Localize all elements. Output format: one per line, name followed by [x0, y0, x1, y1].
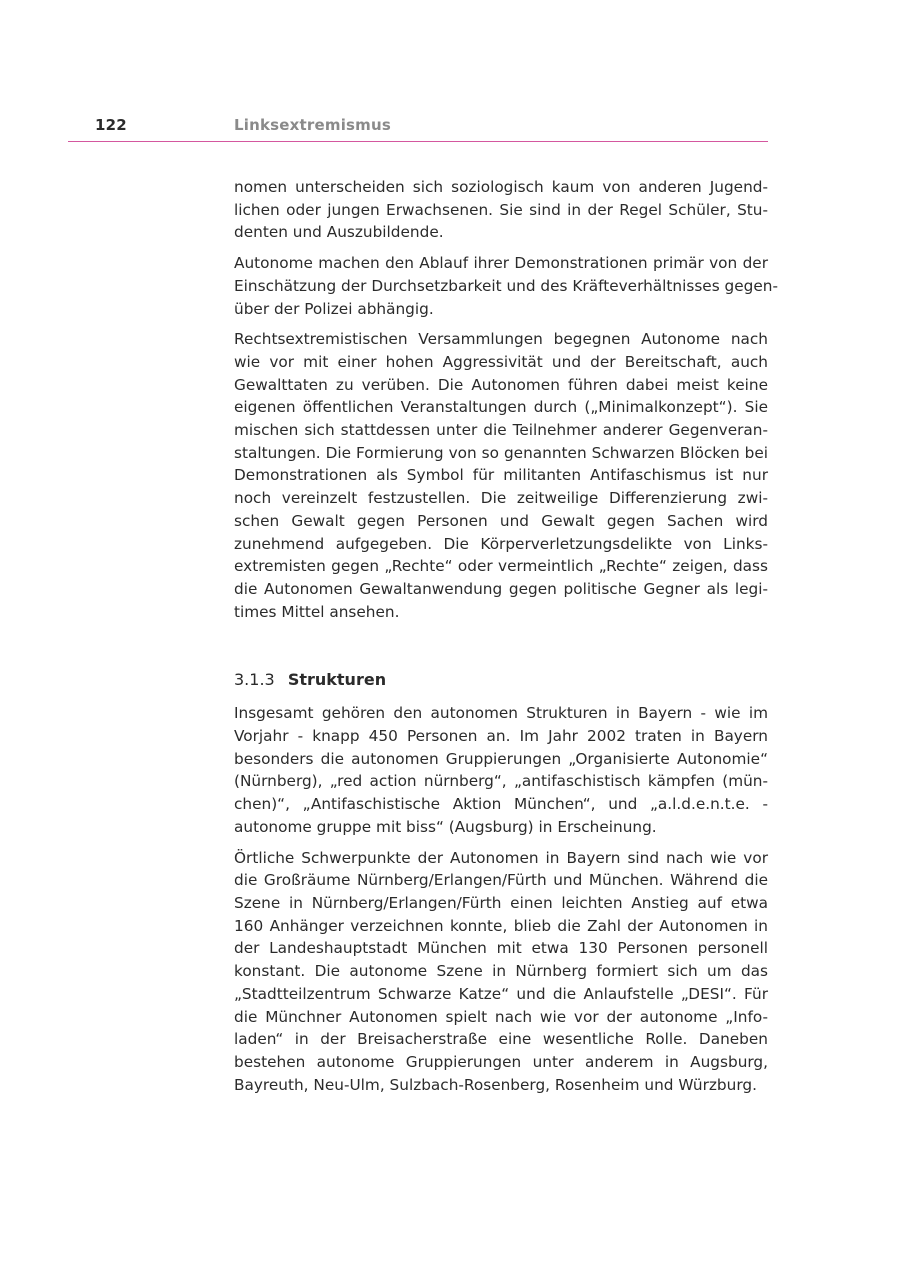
paragraph [234, 702, 768, 838]
text-line: autonome gruppe mit biss“ (Augsburg) in Erscheinung. [234, 817, 657, 836]
section-title: Strukturen [287, 670, 387, 690]
text-line: Rechtsextremistischen Versammlungen begegnen Autonome nach [234, 330, 768, 349]
text-line: konstant. Die autonome Szene in Nürnberg formiert sich um das [234, 962, 768, 981]
text-line: über der Polizei abhängig. [234, 299, 434, 318]
text-line: „Stadtteilzentrum Schwarze Katze“ und die Anlaufstelle „DESI“. Für [234, 984, 768, 1003]
text-line: Bayreuth, Neu-Ulm, Sulzbach-Rosenberg, Rosenheim und Würzburg. [234, 1075, 757, 1094]
text-line: zunehmend aufgegeben. Die Körperverletzungsdelikte von Links- [234, 534, 768, 553]
text-line: Szene in Nürnberg/Erlangen/Fürth einen leichten Anstieg auf etwa [234, 893, 768, 912]
text-line: extremisten gegen „Rechte“ oder vermeintlich „Rechte“ zeigen, dass [234, 557, 768, 576]
text-line: Vorjahr - knapp 450 Personen an. Im Jahr 2002 traten in Bayern [234, 727, 768, 746]
text-line: noch vereinzelt festzustellen. Die zeitweilige Differenzierung zwi- [234, 489, 768, 508]
paragraph [234, 847, 768, 1097]
paragraph [234, 176, 768, 244]
paragraph [234, 252, 778, 320]
text-line: die Großräume Nürnberg/Erlangen/Fürth und München. Während die [234, 871, 768, 890]
text-line: wie vor mit einer hohen Aggressivität und der Bereitschaft, auch [234, 352, 768, 371]
text-line: schen Gewalt gegen Personen und Gewalt gegen Sachen wird [234, 511, 768, 530]
text-line: times Mittel ansehen. [234, 602, 400, 621]
text-line: nomen unterscheiden sich soziologisch kaum von anderen Jugend- [234, 178, 768, 196]
text-line: Örtliche Schwerpunkte der Autonomen in Bayern sind nach wie vor [234, 848, 768, 867]
section-heading [234, 669, 768, 691]
text-line: Autonome machen den Ablauf ihrer Demonstrationen primär von der [234, 254, 768, 273]
text-line: die Autonomen Gewaltanwendung gegen politische Gegner als legi- [234, 579, 768, 598]
text-line: lichen oder jungen Erwachsenen. Sie sind in der Regel Schüler, Stu- [234, 200, 768, 219]
text-line: chen)“, „Antifaschistische Aktion München“, und „a.l.d.e.n.t.e. - [234, 795, 768, 814]
text-line: staltungen. Die Formierung von so genannten Schwarzen Blöcken bei [234, 443, 768, 462]
text-line: 160 Anhänger verzeichnen konnte, blieb die Zahl der Autonomen in [234, 916, 768, 935]
text-line: denten und Auszubildende. [234, 223, 444, 242]
text-line: besonders die autonomen Gruppierungen „Organisierte Autonomie“ [234, 749, 768, 768]
text-line: (Nürnberg), „red action nürnberg“, „antifaschistisch kämpfen (mün- [234, 772, 768, 791]
text-line: Einschätzung der Durchsetzbarkeit und des Kräfteverhältnisses gegen- [234, 276, 778, 295]
text-line: Insgesamt gehören den autonomen Strukturen in Bayern - wie im [234, 704, 768, 723]
text-line: bestehen autonome Gruppierungen unter anderem in Augsburg, [234, 1052, 768, 1071]
text-line: eigenen öffentlichen Veranstaltungen durch („Minimalkonzept“). Sie [234, 398, 768, 417]
text-line: Gewalttaten zu verüben. Die Autonomen führen dabei meist keine [234, 375, 768, 394]
text-line: Demonstrationen als Symbol für militanten Antifaschismus ist nur [234, 466, 768, 485]
header-divider [68, 141, 768, 142]
page-number: 122 [95, 116, 127, 134]
paragraphs-after-section [234, 702, 768, 1096]
text-line: der Landeshauptstadt München mit etwa 130 Personen personell [234, 939, 768, 958]
text-line: mischen sich stattdessen unter die Teilnehmer anderer Gegenveran- [234, 421, 768, 440]
running-header-title: Linksextremismus [234, 116, 392, 134]
paragraphs-before-section [234, 176, 778, 623]
section-number: 3.1.3 [234, 670, 275, 690]
paragraph [234, 328, 768, 623]
body-text [234, 176, 778, 1104]
text-line: laden“ in der Breisacherstraße eine wesentliche Rolle. Daneben [234, 1030, 768, 1049]
text-line: die Münchner Autonomen spielt nach wie vor der autonome „Info- [234, 1007, 768, 1026]
